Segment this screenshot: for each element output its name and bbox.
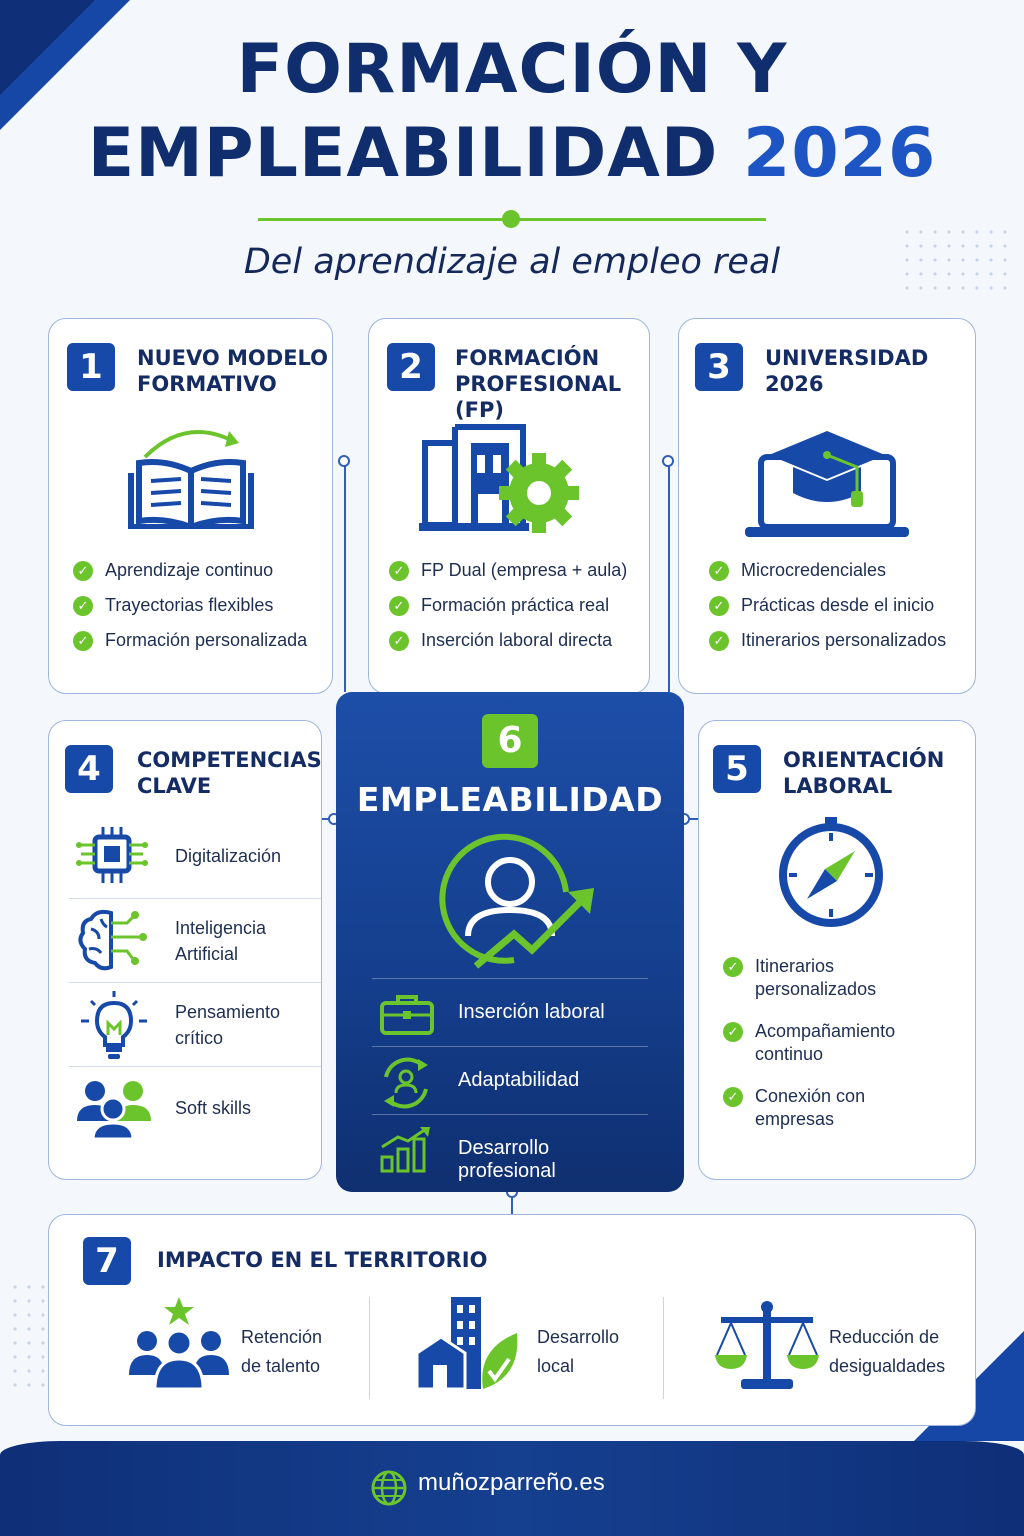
check-icon: ✓: [709, 561, 729, 581]
brain-circuit-icon: [77, 907, 151, 975]
list-item: [389, 623, 627, 658]
list-item-label: FP Dual (empresa + aula): [421, 560, 628, 580]
card-title: UNIVERSIDAD 2026: [765, 346, 929, 396]
title-divider-dot: [502, 210, 520, 228]
connector-node: [662, 455, 674, 467]
employability-label: Inserción laboral: [458, 1001, 605, 1023]
card-title: FORMACIÓN PROFESIONAL (FP): [455, 346, 622, 422]
competency-row: [69, 983, 321, 1067]
title-year: 2026: [743, 114, 937, 193]
check-icon: ✓: [723, 1022, 743, 1042]
impact-item: [69, 1295, 363, 1399]
check-icon: ✓: [709, 631, 729, 651]
check-icon: ✓: [723, 957, 743, 977]
card-formacion-profesional: [368, 318, 650, 694]
competency-label: Soft skills: [175, 1098, 252, 1118]
card-number: 2: [387, 343, 435, 391]
list-item: [723, 1085, 895, 1150]
check-icon: ✓: [389, 631, 409, 651]
person-growth-icon: [434, 832, 604, 972]
chip-icon: [75, 821, 149, 891]
website-link[interactable]: muñozparreño.es: [418, 1469, 605, 1496]
card-nuevo-modelo: [48, 318, 333, 694]
impact-item: [381, 1295, 675, 1399]
list-item-label: Prácticas desde el inicio: [741, 595, 935, 615]
check-icon: ✓: [73, 631, 93, 651]
list-item-label: Conexión con empresas: [755, 1086, 866, 1129]
list-item-label: Itinerarios personalizados: [741, 630, 947, 650]
list-item-label: Aprendizaje continuo: [105, 560, 274, 580]
list-item-label: Itinerarios personalizados: [755, 956, 877, 999]
list-item-label: Formación práctica real: [421, 595, 610, 615]
list-item-label: Acompañamiento continuo: [755, 1021, 896, 1064]
check-icon: ✓: [723, 1087, 743, 1107]
list-item: [73, 553, 307, 588]
impact-label: Retención de talento: [241, 1327, 323, 1376]
list-item: [709, 623, 946, 658]
checklist: [389, 553, 627, 658]
employability-label: Adaptabilidad: [458, 1069, 580, 1091]
compass-icon: [773, 817, 889, 929]
competency-label: Inteligencia Artificial: [175, 918, 267, 964]
connector-node: [338, 455, 350, 467]
list-item-label: Inserción laboral directa: [421, 630, 613, 650]
title-line-2: EMPLEABILIDAD: [87, 114, 719, 193]
competency-row: [69, 1067, 321, 1151]
title-line-1: FORMACIÓN Y: [236, 30, 788, 109]
card-impacto: [48, 1214, 976, 1426]
card-number: 4: [65, 745, 113, 793]
impact-item: [679, 1295, 973, 1399]
page-subtitle: Del aprendizaje al empleo real: [243, 242, 781, 282]
checklist: [723, 955, 895, 1150]
page-title: [0, 28, 1024, 196]
list-item-label: Microcredenciales: [741, 560, 887, 580]
competency-label: Pensamiento crítico: [175, 1002, 281, 1048]
employability-row: [372, 1046, 648, 1114]
impact-label: Desarrollo local: [537, 1327, 620, 1376]
checklist: [73, 553, 307, 658]
card-title: IMPACTO EN EL TERRITORIO: [157, 1248, 488, 1272]
card-orientacion: [698, 720, 976, 1180]
list-item: [73, 623, 307, 658]
employability-row: [372, 1114, 648, 1182]
card-title: ORIENTACIÓN LABORAL: [783, 748, 945, 798]
check-icon: ✓: [389, 561, 409, 581]
competency-label: Digitalización: [175, 846, 282, 866]
check-icon: ✓: [73, 561, 93, 581]
competency-row: [69, 817, 321, 899]
connector-line: [344, 466, 346, 692]
list-item-label: Trayectorias flexibles: [105, 595, 274, 615]
footer: [0, 1441, 1024, 1536]
scales-icon: [715, 1299, 819, 1391]
divider: [663, 1297, 664, 1399]
cycle-person-icon: [376, 1055, 436, 1111]
list-item: [389, 588, 627, 623]
list-item: [723, 955, 895, 1020]
card-title: EMPLEABILIDAD: [356, 780, 664, 819]
city-leaf-icon: [417, 1297, 529, 1393]
team-star-icon: [129, 1295, 229, 1391]
globe-icon: [370, 1469, 408, 1507]
card-number: 1: [67, 343, 115, 391]
people-icon: [75, 1077, 155, 1141]
factory-gear-icon: [419, 419, 581, 537]
lightbulb-icon: [77, 989, 151, 1061]
employability-row: [372, 978, 648, 1046]
impact-label: Reducción de desigualdades: [829, 1327, 946, 1376]
card-number: 7: [83, 1237, 131, 1285]
card-number: 5: [713, 745, 761, 793]
checklist: [709, 553, 946, 658]
card-number: 3: [695, 343, 743, 391]
card-number: 6: [482, 714, 538, 768]
list-item: [73, 588, 307, 623]
check-icon: ✓: [389, 596, 409, 616]
card-empleabilidad: [336, 692, 684, 1192]
list-item: [709, 553, 946, 588]
card-competencias: [48, 720, 322, 1180]
check-icon: ✓: [73, 596, 93, 616]
card-title: COMPETENCIAS CLAVE: [137, 748, 322, 798]
bar-growth-icon: [378, 1125, 434, 1175]
list-item: [389, 553, 627, 588]
card-universidad: [678, 318, 976, 694]
graduation-laptop-icon: [745, 423, 909, 541]
open-book-icon: [125, 417, 257, 529]
divider: [369, 1297, 370, 1399]
employability-label: Desarrollo profesional: [458, 1137, 556, 1182]
briefcase-icon: [380, 993, 434, 1035]
list-item: [723, 1020, 895, 1085]
card-title: NUEVO MODELO FORMATIVO: [137, 346, 329, 396]
list-item: [709, 588, 946, 623]
competency-row: [69, 899, 321, 983]
connector-line: [668, 466, 670, 692]
check-icon: ✓: [709, 596, 729, 616]
list-item-label: Formación personalizada: [105, 630, 308, 650]
